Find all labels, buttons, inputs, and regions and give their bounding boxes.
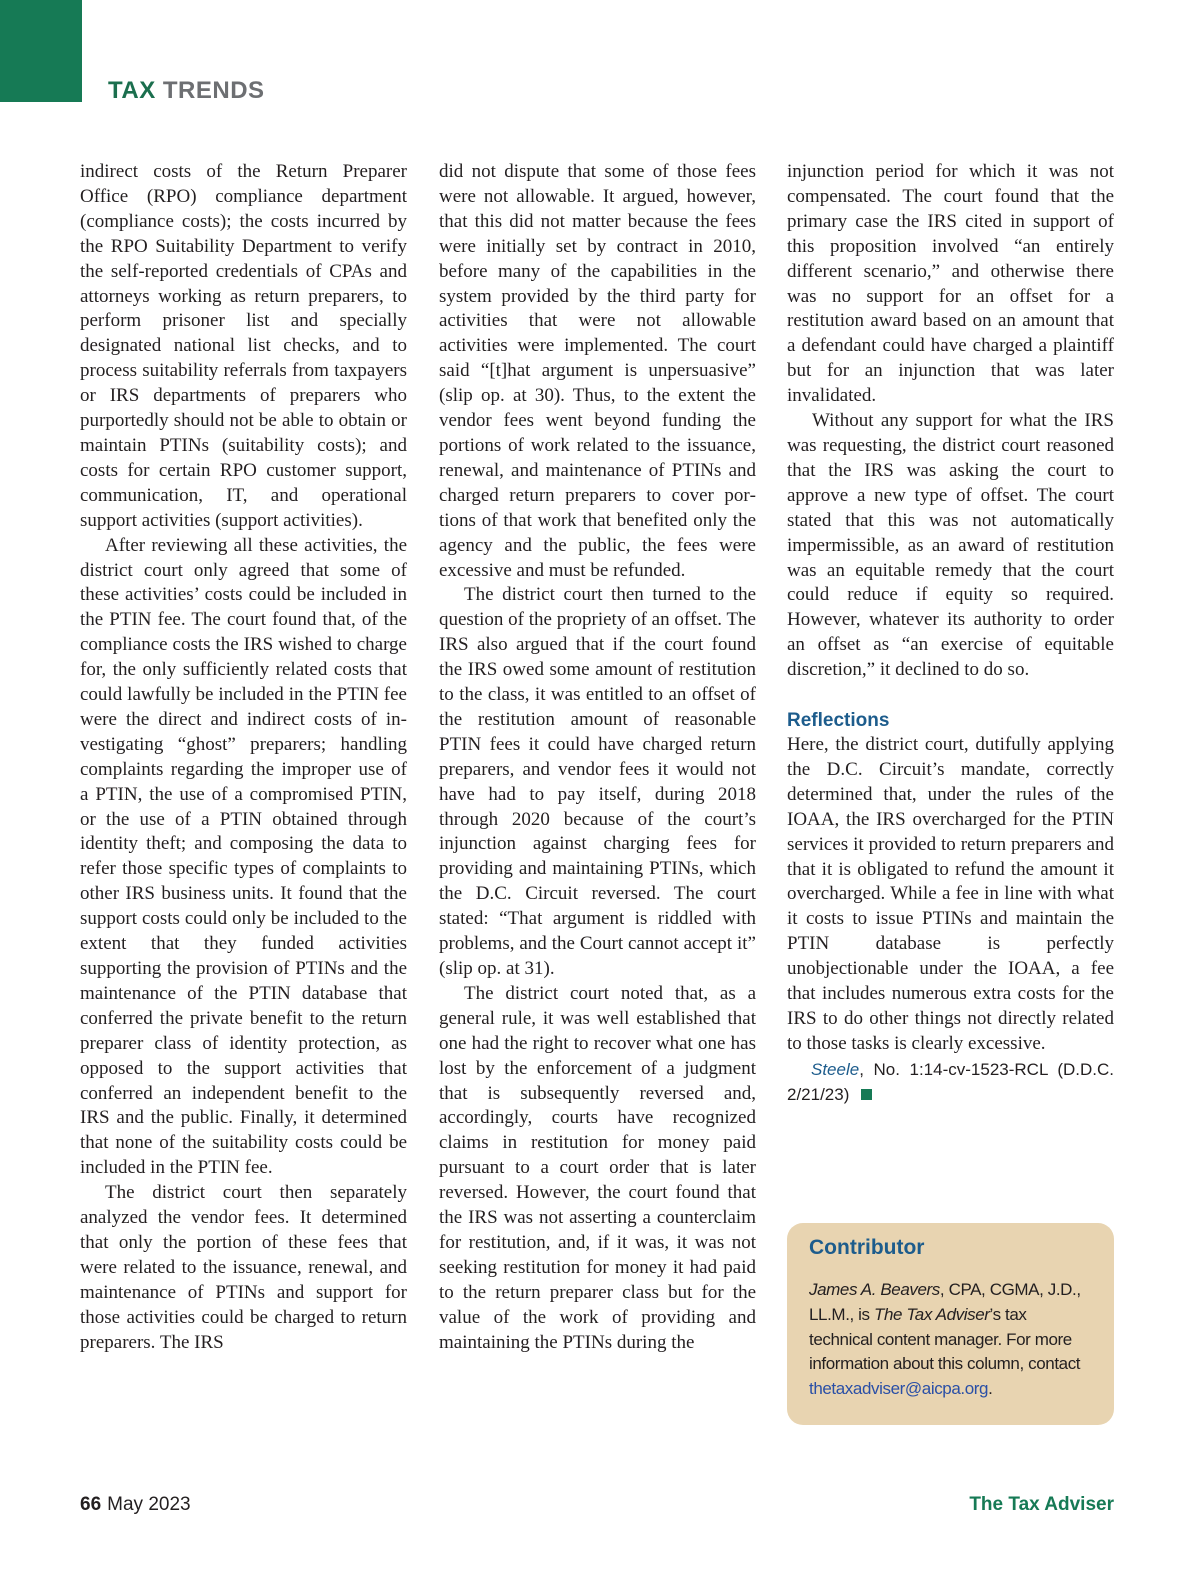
contributor-box: [787, 1223, 1114, 1425]
contributor-title: Contributor: [809, 1236, 925, 1259]
page-number: 66: [80, 1494, 102, 1515]
bio-period: .: [988, 1379, 993, 1399]
publication-name: The Tax Adviser: [873, 1304, 990, 1324]
case-citation: [787, 1057, 1114, 1107]
paragraph: The district court noted that, as a general rule, it was well established that one had the right to recover what one has lost by the enforcement of a judgment that is subsequently reversed and, accordingly, courts have recognized claims in restitution for money paid pursuant to a court order that is later reversed. However, the court found that the IRS was not asserting a counterclaim for restitution, and, if it was, it was not seeking restitution for money it had paid to the return preparer class but for the value of the work of providing and maintaining the PTINs during the: [439, 982, 756, 1353]
contributor-name: James A. Beavers: [809, 1280, 940, 1299]
section-header: [108, 76, 265, 106]
paragraph: indirect costs of the Return Preparer Office (RPO) compliance department (compliance costs); the costs incurred by the RPO Suitability Department to verify the self-reported credentials of CPAs and attorneys working as return preparers, to perform prisoner list and specially designated national list checks, and to process suitability referrals from taxpayers or IRS departments of preparers who purportedly should not be able to obtain or maintain PTINs (suitability costs); and costs for certain RPO customer support, communication, IT, and operational support activities (support activities).: [80, 161, 407, 531]
section-header-bold: TAX: [108, 77, 156, 104]
case-details: , No. 1:14-cv-1523-RCL (D.D.C. 2/21/23): [787, 1059, 1114, 1104]
issue-date: May 2023: [107, 1494, 191, 1515]
paragraph: injunction period for which it was not compensated. The court found that the primary case the IRS cited in support of this proposition involved “an entirely different scenario,” and otherwise there was no support for an offset for a restitution award based on an amount that a defendant could have charged a plaintiff but for an injunction that was later invalidated.: [787, 161, 1114, 407]
footer-publication: The Tax Adviser: [969, 1494, 1114, 1515]
reflections-paragraph: Here, the district court, dutifully applying the D.C. Circuit’s mandate, correctly determined that, under the rules of the IOAA, the IRS overcharged for the PTIN services it provided to return preparers and that it is obligated to refund the amount it overcharged. While a fee in line with what it costs to issue PTINs and maintain the PTIN database is perfectly unobjectionable under the IOAA, a fee that includes numerous extra costs for the IRS to do other things not directly related to those tasks is clearly excessive.: [787, 734, 1114, 1054]
paragraph: Without any support for what the IRS was requesting, the district court reasoned that the IRS was asking the court to approve a new type of offset. The court stated that this was not automatically impermissible, as an award of restitution was an equitable remedy that the court could reduce if equity so required. However, whatever its authority to order an offset as “an exercise of equitable discretion,” it declined to do so.: [787, 410, 1114, 681]
paragraph: The district court then separately analyzed the vendor fees. It determined that only the portion of these fees that were related to the issuance, renewal, and maintenance of PTINs and support for those activities could be charged to return preparers. The IRS: [80, 1182, 407, 1353]
case-name: Steele: [811, 1059, 860, 1079]
paragraph: did not dispute that some of those fees were not allowable. It argued, however, that this did not matter because the fees were initially set by contract in 2010, before many of the capabilities in the system provided by the third party for activities that were not allowable activities were implemented. The court said “[t]hat argument is unpersuasive” (slip op. at 30). Thus, to the extent the vendor fees went beyond funding the portions of work related to the issuance, renewal, and maintenance of PTINs and charged return preparers to cover portions of that work that benefited only the agency and the public, the fees were excessive and must be refunded.: [439, 161, 756, 581]
contact-email-link[interactable]: thetaxadviser@aicpa.org: [809, 1379, 989, 1399]
paragraph: After reviewing all these activities, the district court only agreed that some of these activities’ costs could be included in the PTIN fee. The court found that, of the compliance costs the IRS wished to charge for, the only sufficiently related costs that could lawfully be included in the PTIN fee were the direct and indirect costs of investigating “ghost” preparers; handling complaints regarding the improper use of a PTIN, the use of a compromised PTIN, or the use of a PTIN obtained through identity theft; and composing the data to refer those specific types of complaints to other IRS business units. It found that the support costs could only be included to the extent that they funded activities supporting the provision of PTINs and the maintenance of the PTIN database that conferred the private benefit to the return preparer class of identity protection, as opposed to the support activities that conferred an independent benefit to the IRS and the public. Finally, it determined that none of the suitability costs could be included in the PTIN fee.: [80, 534, 407, 1179]
contributor-credentials: , CPA, CGMA, J.D., LL.M., is: [809, 1280, 1081, 1324]
contributor-bio: [809, 1278, 1094, 1402]
section-header-light: TRENDS: [162, 77, 265, 104]
end-of-article-icon: [861, 1089, 872, 1100]
contributor-role: ’s tax technical content manager. For more information about this column, contact: [809, 1304, 1081, 1374]
footer-page-info: [80, 1493, 191, 1517]
column-2: [439, 160, 756, 1356]
column-3: [787, 160, 1114, 1107]
section-color-tab: [0, 0, 82, 102]
column-1: [80, 160, 407, 1356]
paragraph: The district court then turned to the question of the propriety of an offset. The IRS also argued that if the court found the IRS owed some amount of restitution to the class, it was entitled to an offset of the restitution amount of reasonable PTIN fees it could have charged return preparers, and vendor fees it would not have had to pay itself, during 2018 through 2020 because of the court’s injunction against charging fees for providing and maintaining PTINs, which the D.C. Circuit reversed. The court stated: “That argument is riddled with problems, and the Court cannot accept it” (slip op. at 31).: [439, 584, 756, 979]
reflections-heading: Reflections: [787, 710, 890, 732]
